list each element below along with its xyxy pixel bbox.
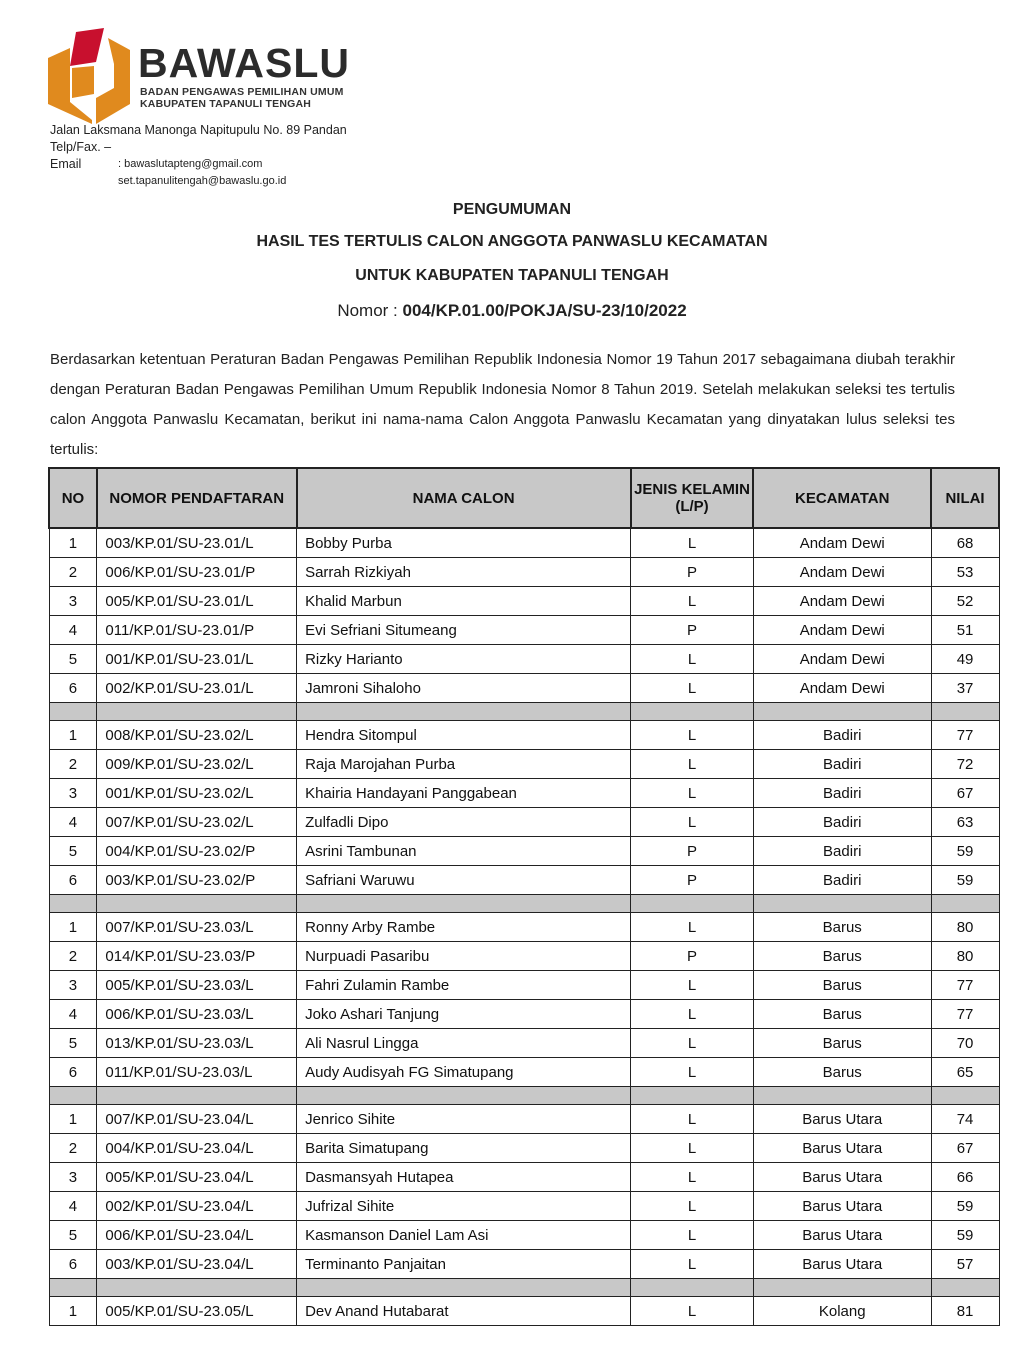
separator-cell [753, 1279, 931, 1297]
table-row [49, 971, 999, 1000]
cell-nilai: 59 [931, 866, 999, 895]
cell-nama-calon: Kasmanson Daniel Lam Asi [297, 1221, 631, 1250]
cell-nilai: 66 [931, 1163, 999, 1192]
separator-cell [297, 1087, 631, 1105]
cell-nama-calon: Ali Nasrul Lingga [297, 1029, 631, 1058]
announcement-subtitle: HASIL TES TERTULIS CALON ANGGOTA PANWASLU KECAMATAN [256, 233, 768, 250]
cell-nomor-pendaftaran: 007/KP.01/SU-23.02/L [97, 808, 297, 837]
cell-no: 1 [49, 528, 97, 558]
cell-nilai: 65 [931, 1058, 999, 1087]
cell-no: 1 [49, 1105, 97, 1134]
cell-nomor-pendaftaran: 005/KP.01/SU-23.05/L [97, 1297, 297, 1326]
separator-cell [631, 1087, 754, 1105]
cell-nama-calon: Jufrizal Sihite [297, 1192, 631, 1221]
cell-nomor-pendaftaran: 005/KP.01/SU-23.01/L [97, 587, 297, 616]
table-header-row [49, 468, 999, 528]
cell-kecamatan: Andam Dewi [753, 587, 931, 616]
cell-kecamatan: Andam Dewi [753, 616, 931, 645]
cell-nomor-pendaftaran: 001/KP.01/SU-23.01/L [97, 645, 297, 674]
cell-nilai: 59 [931, 837, 999, 866]
table-row [49, 1297, 999, 1326]
cell-jenis-kelamin: L [631, 1250, 754, 1279]
table-row [49, 587, 999, 616]
cell-kecamatan: Barus [753, 1000, 931, 1029]
group-separator-row [49, 703, 999, 721]
cell-nama-calon: Zulfadli Dipo [297, 808, 631, 837]
cell-nama-calon: Fahri Zulamin Rambe [297, 971, 631, 1000]
cell-nilai: 49 [931, 645, 999, 674]
cell-nilai: 67 [931, 1134, 999, 1163]
cell-no: 4 [49, 808, 97, 837]
cell-kecamatan: Kolang [753, 1297, 931, 1326]
cell-kecamatan: Badiri [753, 837, 931, 866]
cell-nilai: 59 [931, 1221, 999, 1250]
cell-no: 2 [49, 750, 97, 779]
cell-nilai: 52 [931, 587, 999, 616]
separator-cell [49, 895, 97, 913]
table-row [49, 1221, 999, 1250]
cell-no: 2 [49, 942, 97, 971]
cell-nama-calon: Raja Marojahan Purba [297, 750, 631, 779]
cell-no: 3 [49, 971, 97, 1000]
separator-cell [931, 895, 999, 913]
cell-nama-calon: Joko Ashari Tanjung [297, 1000, 631, 1029]
email-primary: : bawaslutapteng@gmail.com [118, 158, 263, 170]
cell-nomor-pendaftaran: 008/KP.01/SU-23.02/L [97, 721, 297, 750]
cell-nomor-pendaftaran: 011/KP.01/SU-23.03/L [97, 1058, 297, 1087]
cell-jenis-kelamin: L [631, 1105, 754, 1134]
separator-cell [753, 1087, 931, 1105]
cell-kecamatan: Andam Dewi [753, 674, 931, 703]
separator-cell [97, 1087, 297, 1105]
cell-nama-calon: Rizky Harianto [297, 645, 631, 674]
table-row [49, 616, 999, 645]
cell-nomor-pendaftaran: 003/KP.01/SU-23.04/L [97, 1250, 297, 1279]
cell-no: 1 [49, 721, 97, 750]
separator-cell [931, 1279, 999, 1297]
cell-kecamatan: Andam Dewi [753, 645, 931, 674]
cell-nilai: 77 [931, 1000, 999, 1029]
cell-kecamatan: Barus [753, 913, 931, 942]
cell-nama-calon: Asrini Tambunan [297, 837, 631, 866]
cell-nomor-pendaftaran: 003/KP.01/SU-23.02/P [97, 866, 297, 895]
cell-nama-calon: Dev Anand Hutabarat [297, 1297, 631, 1326]
header-kecamatan: KECAMATAN [753, 468, 931, 528]
cell-jenis-kelamin: P [631, 558, 754, 587]
cell-no: 3 [49, 779, 97, 808]
table-row [49, 866, 999, 895]
cell-jenis-kelamin: L [631, 971, 754, 1000]
email-row [50, 156, 347, 173]
table-row [49, 1134, 999, 1163]
header-jenis-kelamin: JENIS KELAMIN (L/P) [631, 468, 754, 528]
table-row [49, 837, 999, 866]
announcement-number [0, 301, 1024, 321]
separator-cell [97, 703, 297, 721]
cell-nomor-pendaftaran: 013/KP.01/SU-23.03/L [97, 1029, 297, 1058]
separator-cell [753, 703, 931, 721]
cell-nama-calon: Dasmansyah Hutapea [297, 1163, 631, 1192]
cell-no: 6 [49, 866, 97, 895]
cell-nilai: 67 [931, 779, 999, 808]
email-row-2 [50, 173, 347, 190]
header-no: NO [49, 468, 97, 528]
cell-nomor-pendaftaran: 004/KP.01/SU-23.02/P [97, 837, 297, 866]
cell-kecamatan: Badiri [753, 866, 931, 895]
cell-no: 2 [49, 558, 97, 587]
separator-cell [931, 1087, 999, 1105]
table-row [49, 808, 999, 837]
separator-cell [49, 703, 97, 721]
cell-kecamatan: Barus Utara [753, 1221, 931, 1250]
cell-nilai: 72 [931, 750, 999, 779]
table-row [49, 1163, 999, 1192]
cell-nama-calon: Bobby Purba [297, 528, 631, 558]
cell-nilai: 63 [931, 808, 999, 837]
cell-nilai: 53 [931, 558, 999, 587]
cell-nilai: 59 [931, 1192, 999, 1221]
cell-nama-calon: Nurpuadi Pasaribu [297, 942, 631, 971]
cell-no: 4 [49, 1192, 97, 1221]
cell-nilai: 57 [931, 1250, 999, 1279]
cell-jenis-kelamin: L [631, 1297, 754, 1326]
results-table [48, 467, 1000, 1326]
cell-nama-calon: Khalid Marbun [297, 587, 631, 616]
cell-kecamatan: Badiri [753, 750, 931, 779]
separator-cell [97, 895, 297, 913]
cell-nama-calon: Barita Simatupang [297, 1134, 631, 1163]
cell-no: 6 [49, 674, 97, 703]
cell-kecamatan: Barus [753, 1029, 931, 1058]
table-row [49, 913, 999, 942]
cell-nilai: 81 [931, 1297, 999, 1326]
cell-kecamatan: Barus [753, 971, 931, 1000]
cell-no: 6 [49, 1250, 97, 1279]
cell-nomor-pendaftaran: 002/KP.01/SU-23.04/L [97, 1192, 297, 1221]
table-row [49, 645, 999, 674]
cell-jenis-kelamin: P [631, 942, 754, 971]
separator-cell [931, 703, 999, 721]
cell-kecamatan: Barus Utara [753, 1134, 931, 1163]
cell-kecamatan: Barus [753, 942, 931, 971]
email-label: Email [50, 157, 82, 171]
nomor-label: Nomor : [337, 301, 398, 320]
cell-jenis-kelamin: L [631, 1192, 754, 1221]
separator-cell [49, 1279, 97, 1297]
separator-cell [97, 1279, 297, 1297]
cell-jenis-kelamin: L [631, 721, 754, 750]
cell-jenis-kelamin: L [631, 674, 754, 703]
cell-nomor-pendaftaran: 007/KP.01/SU-23.04/L [97, 1105, 297, 1134]
cell-nomor-pendaftaran: 014/KP.01/SU-23.03/P [97, 942, 297, 971]
brand-subtitle [140, 86, 344, 110]
table-row [49, 1105, 999, 1134]
cell-nama-calon: Evi Sefriani Situmeang [297, 616, 631, 645]
cell-no: 5 [49, 1029, 97, 1058]
cell-jenis-kelamin: L [631, 1029, 754, 1058]
cell-jenis-kelamin: L [631, 913, 754, 942]
table-row [49, 674, 999, 703]
cell-nama-calon: Safriani Waruwu [297, 866, 631, 895]
cell-nomor-pendaftaran: 001/KP.01/SU-23.02/L [97, 779, 297, 808]
cell-kecamatan: Badiri [753, 808, 931, 837]
table-row [49, 779, 999, 808]
brand-sub-line-2: KABUPATEN TAPANULI TENGAH [140, 98, 312, 110]
cell-nomor-pendaftaran: 002/KP.01/SU-23.01/L [97, 674, 297, 703]
cell-no: 3 [49, 1163, 97, 1192]
cell-nomor-pendaftaran: 011/KP.01/SU-23.01/P [97, 616, 297, 645]
cell-no: 1 [49, 1297, 97, 1326]
telp-line: Telp/Fax. – [50, 140, 112, 154]
cell-nilai: 77 [931, 971, 999, 1000]
table-row [49, 1000, 999, 1029]
cell-nilai: 80 [931, 913, 999, 942]
brand-sub-line-1: BADAN PENGAWAS PEMILIHAN UMUM [140, 86, 344, 98]
cell-nomor-pendaftaran: 009/KP.01/SU-23.02/L [97, 750, 297, 779]
cell-kecamatan: Andam Dewi [753, 558, 931, 587]
group-separator-row [49, 1087, 999, 1105]
address-block [50, 122, 347, 190]
header-nilai: NILAI [931, 468, 999, 528]
cell-jenis-kelamin: L [631, 779, 754, 808]
nomor-value: 004/KP.01.00/POKJA/SU-23/10/2022 [402, 301, 687, 320]
table-row [49, 942, 999, 971]
cell-nilai: 80 [931, 942, 999, 971]
cell-no: 2 [49, 1134, 97, 1163]
cell-nomor-pendaftaran: 006/KP.01/SU-23.04/L [97, 1221, 297, 1250]
header-nomor-pendaftaran: NOMOR PENDAFTARAN [97, 468, 297, 528]
header-nama-calon: NAMA CALON [297, 468, 631, 528]
cell-no: 3 [49, 587, 97, 616]
cell-no: 4 [49, 1000, 97, 1029]
table-body [49, 528, 999, 1326]
cell-kecamatan: Badiri [753, 779, 931, 808]
table-row [49, 528, 999, 558]
cell-jenis-kelamin: L [631, 587, 754, 616]
separator-cell [297, 895, 631, 913]
separator-cell [631, 703, 754, 721]
cell-no: 4 [49, 616, 97, 645]
email-secondary: set.tapanulitengah@bawaslu.go.id [118, 175, 287, 187]
cell-nomor-pendaftaran: 004/KP.01/SU-23.04/L [97, 1134, 297, 1163]
table-row [49, 721, 999, 750]
separator-cell [49, 1087, 97, 1105]
cell-kecamatan: Barus Utara [753, 1105, 931, 1134]
cell-jenis-kelamin: L [631, 645, 754, 674]
cell-kecamatan: Barus Utara [753, 1250, 931, 1279]
cell-nilai: 37 [931, 674, 999, 703]
cell-kecamatan: Badiri [753, 721, 931, 750]
cell-nomor-pendaftaran: 005/KP.01/SU-23.03/L [97, 971, 297, 1000]
separator-cell [297, 1279, 631, 1297]
cell-no: 5 [49, 645, 97, 674]
announcement-title: PENGUMUMAN [452, 201, 572, 218]
table-row [49, 750, 999, 779]
cell-jenis-kelamin: L [631, 1058, 754, 1087]
cell-kecamatan: Barus Utara [753, 1163, 931, 1192]
table-row [49, 1192, 999, 1221]
bawaslu-logo [46, 28, 376, 124]
separator-cell [631, 1279, 754, 1297]
cell-jenis-kelamin: L [631, 808, 754, 837]
cell-jenis-kelamin: L [631, 528, 754, 558]
cell-nilai: 77 [931, 721, 999, 750]
cell-no: 5 [49, 1221, 97, 1250]
bawaslu-emblem-icon [46, 28, 132, 124]
cell-jenis-kelamin: P [631, 837, 754, 866]
separator-cell [753, 895, 931, 913]
separator-cell [631, 895, 754, 913]
group-separator-row [49, 1279, 999, 1297]
cell-nama-calon: Audy Audisyah FG Simatupang [297, 1058, 631, 1087]
cell-nama-calon: Hendra Sitompul [297, 721, 631, 750]
cell-jenis-kelamin: P [631, 616, 754, 645]
cell-kecamatan: Barus [753, 1058, 931, 1087]
cell-nama-calon: Terminanto Panjaitan [297, 1250, 631, 1279]
table-row [49, 1029, 999, 1058]
cell-jenis-kelamin: L [631, 1000, 754, 1029]
brand-name: BAWASLU [138, 40, 350, 86]
cell-nama-calon: Ronny Arby Rambe [297, 913, 631, 942]
cell-nomor-pendaftaran: 003/KP.01/SU-23.01/L [97, 528, 297, 558]
intro-paragraph: Berdasarkan ketentuan Peraturan Badan Pengawas Pemilihan Republik Indonesia Nomor 19 Tahun 2017 sebagaimana diubah terakhir dengan Peraturan Badan Pengawas Pemilihan Umum Republik Indonesia Nomor 8 Tahun 2019. Setelah melakukan seleksi tes tertulis calon Anggota Panwaslu Kecamatan, berikut ini nama-nama Calon Anggota Panwaslu Kecamatan yang dinyatakan lulus seleksi tes tertulis: [50, 351, 955, 458]
cell-nilai: 51 [931, 616, 999, 645]
group-separator-row [49, 895, 999, 913]
cell-no: 1 [49, 913, 97, 942]
announcement-region: UNTUK KABUPATEN TAPANULI TENGAH [355, 267, 669, 284]
cell-jenis-kelamin: L [631, 1221, 754, 1250]
cell-no: 6 [49, 1058, 97, 1087]
cell-jenis-kelamin: L [631, 1163, 754, 1192]
cell-nomor-pendaftaran: 006/KP.01/SU-23.03/L [97, 1000, 297, 1029]
separator-cell [297, 703, 631, 721]
address-line: Jalan Laksmana Manonga Napitupulu No. 89 Pandan [50, 123, 347, 137]
cell-jenis-kelamin: L [631, 750, 754, 779]
cell-jenis-kelamin: P [631, 866, 754, 895]
cell-nama-calon: Khairia Handayani Panggabean [297, 779, 631, 808]
cell-nilai: 74 [931, 1105, 999, 1134]
table-row [49, 558, 999, 587]
cell-nama-calon: Jamroni Sihaloho [297, 674, 631, 703]
cell-nilai: 70 [931, 1029, 999, 1058]
cell-nama-calon: Sarrah Rizkiyah [297, 558, 631, 587]
table-row [49, 1058, 999, 1087]
cell-nomor-pendaftaran: 005/KP.01/SU-23.04/L [97, 1163, 297, 1192]
cell-nilai: 68 [931, 528, 999, 558]
cell-kecamatan: Andam Dewi [753, 528, 931, 558]
cell-nama-calon: Jenrico Sihite [297, 1105, 631, 1134]
cell-kecamatan: Barus Utara [753, 1192, 931, 1221]
cell-nomor-pendaftaran: 007/KP.01/SU-23.03/L [97, 913, 297, 942]
cell-jenis-kelamin: L [631, 1134, 754, 1163]
table-row [49, 1250, 999, 1279]
cell-no: 5 [49, 837, 97, 866]
cell-nomor-pendaftaran: 006/KP.01/SU-23.01/P [97, 558, 297, 587]
